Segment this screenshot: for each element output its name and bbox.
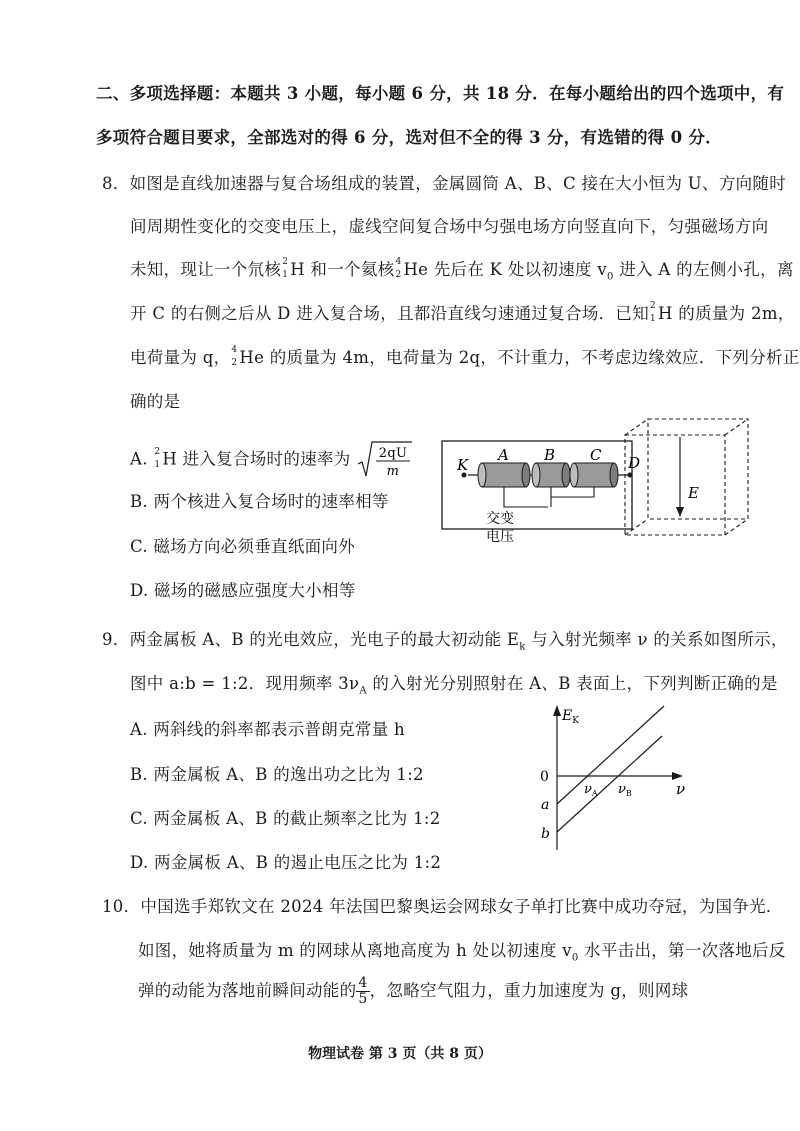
question-8-number: 8． xyxy=(102,174,130,193)
intercept-b-label: b xyxy=(541,826,550,842)
label-e: E xyxy=(688,484,699,502)
source-label-1: 交变 xyxy=(486,511,514,527)
question-10-line-1: 10．中国选手郑钦文在 2024 年法国巴黎奥运会网球女子单打比赛中成功夺冠，为国争光． xyxy=(102,897,783,916)
label-d: D xyxy=(628,454,641,472)
label-a: A xyxy=(498,446,509,464)
square-root-expression xyxy=(356,440,414,480)
question-8-line-1: 8．如图是直线加速器与复合场组成的装置，金属圆筒 A、B、C 接在大小恒为 U、方向随时 xyxy=(102,174,787,193)
source-label-2: 电压 xyxy=(486,529,514,545)
question-9-line-2: 图中 a:b = 1:2．现用频率 $3\nu_A$ 的入射光分别照射在 A、B 表面上，下列判断正确的是 xyxy=(130,674,778,697)
section-title: 二、多项选择题：本题共 3 小题，每小题 6 分，共 18 分．在每小题给出的四个选项中，有 xyxy=(96,84,785,103)
helium-nuclide-symbol: 4 2 xyxy=(395,257,402,280)
question-9-option-c: C. 两金属板 A、B 的截止频率之比为 1:2 xyxy=(130,809,441,828)
question-8-line-6: 确的是 xyxy=(130,392,181,411)
point-d xyxy=(628,473,633,478)
line-metal-b xyxy=(557,736,662,832)
label-c: C xyxy=(590,446,602,464)
question-8-line-5: 电荷量为 q， 4 2 He 的质量为 4m，电荷量为 2q，不计重力，不考虑边缘效应．下列分析正 xyxy=(130,345,800,368)
nu-b-label: $\nu_B$ xyxy=(618,782,632,798)
question-10-number: 10． xyxy=(102,897,141,916)
svg-text:m: m xyxy=(386,464,400,479)
page-footer: 物理试卷 第 3 页（共 8 页） xyxy=(308,1046,492,1062)
tube-b xyxy=(532,463,570,487)
y-axis-label: $E_K$ xyxy=(562,708,579,726)
label-b: B xyxy=(544,446,556,464)
question-9-line-1: 9．两金属板 A、B 的光电效应，光电子的最大初动能 $E_k$ 与入射光频率 ν 的关系如图所示， xyxy=(102,630,788,653)
question-8-line-4: 开 C 的右侧之后从 D 进入复合场，且都沿直线匀速通过复合场．已知 2 1 H 的质量为 2m， xyxy=(130,301,795,324)
question-9-option-a: A. 两斜线的斜率都表示普朗克常量 h xyxy=(130,720,405,739)
fraction-four-fifths: $\frac{4}{5}$ xyxy=(358,975,368,1007)
tube-c xyxy=(570,463,618,487)
accelerator-diagram xyxy=(440,415,760,560)
section-title-cont: 多项符合题目要求，全部选对的得 6 分，选对但不全的得 3 分，有选错的得 0 分． xyxy=(96,128,723,147)
label-k: K xyxy=(457,456,469,474)
nu-a-label: $\nu_A$ xyxy=(584,782,598,798)
question-9-number: 9． xyxy=(102,630,130,649)
svg-text:2qU: 2qU xyxy=(378,446,408,461)
question-10-line-3: 弹的动能为落地前瞬间动能的 $\frac{4}{5}$ ，忽略空气阻力，重力加速度为 g，则网球 xyxy=(138,975,689,1007)
question-8-option-c: C. 磁场方向必须垂直纸面向外 xyxy=(130,537,356,556)
question-8-line-3: 未知，现让一个氘核 2 1 H 和一个氦核 4 2 He 先后在 K 处以初速度 $v_0$ 进入 A 的左侧小孔，离 xyxy=(130,257,794,283)
question-8-option-d: D. 磁场的磁感应强度大小相等 xyxy=(130,581,356,600)
x-axis-label: ν xyxy=(676,780,686,798)
question-9-option-d: D. 两金属板 A、B 的遏止电压之比为 1:2 xyxy=(130,853,442,872)
photoelectric-graph xyxy=(530,700,690,860)
question-8-line-2: 间周期性变化的交变电压上，虚线空间复合场中匀强电场方向竖直向下，匀强磁场方向 xyxy=(130,217,769,236)
origin-label: 0 xyxy=(540,769,549,785)
question-9-option-b: B. 两金属板 A、B 的逸出功之比为 1:2 xyxy=(130,765,424,784)
tube-a xyxy=(478,463,530,487)
question-8-option-b: B. 两个核进入复合场时的速率相等 xyxy=(130,492,389,511)
deuteron-nuclide-symbol: 2 1 xyxy=(282,257,289,280)
field-cube xyxy=(625,419,748,535)
question-10-line-2: 如图，她将质量为 m 的网球从离地高度为 h 处以初速度 $v_0$ 水平击出，第一次落地后反 xyxy=(138,941,786,964)
question-8-option-a: A. 2 1 H 进入复合场时的速率为 2qU m xyxy=(130,440,414,480)
intercept-a-label: a xyxy=(541,797,550,813)
